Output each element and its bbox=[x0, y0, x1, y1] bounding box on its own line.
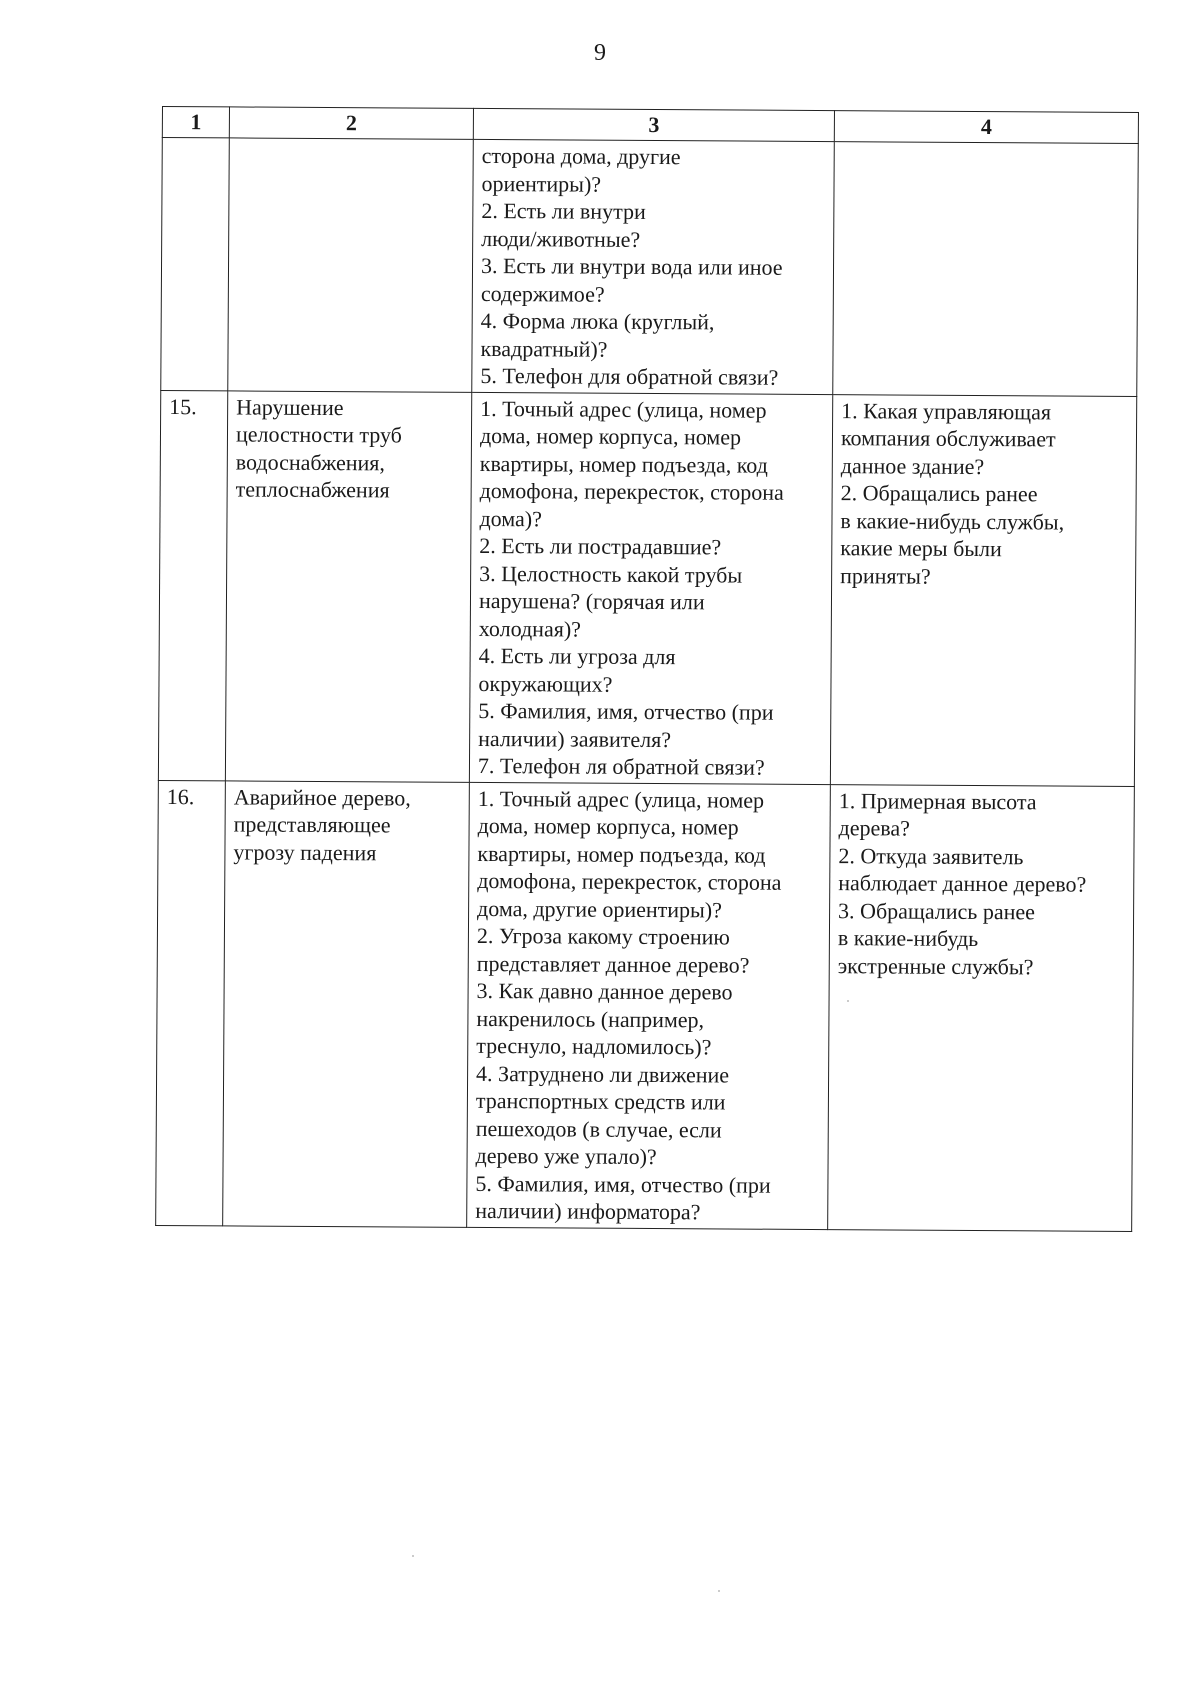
operator-questions-cell-line: 1. Точный адрес (улица, номер bbox=[477, 785, 765, 813]
page-number: 9 bbox=[594, 40, 606, 66]
additional-questions-cell-line: дерева? bbox=[838, 815, 911, 841]
operator-questions-cell-line: домофона, перекресток, сторона bbox=[479, 477, 784, 505]
additional-questions-cell bbox=[833, 142, 1139, 396]
scan-speck bbox=[847, 1000, 849, 1002]
operator-questions-cell-line: наличии) заявителя? bbox=[478, 725, 672, 752]
incident-type-cell-line: целостности труб bbox=[235, 421, 402, 448]
incident-type-cell-line: теплоснабжения bbox=[235, 476, 390, 503]
operator-questions-cell-line: 5. Фамилия, имя, отчество (при bbox=[478, 697, 774, 725]
row-number: 16. bbox=[156, 780, 226, 1225]
operator-questions-cell-line: нарушена? (горячая или bbox=[478, 587, 705, 615]
scan-speck bbox=[718, 1590, 720, 1592]
additional-questions-cell-line: компания обслуживает bbox=[840, 425, 1056, 452]
row-number bbox=[161, 138, 230, 391]
operator-questions-cell-line: накренилось (например, bbox=[476, 1005, 705, 1032]
operator-questions-cell-line: 3. Как давно данное дерево bbox=[476, 977, 733, 1005]
table-row bbox=[158, 390, 1136, 786]
header-col-2: 2 bbox=[229, 107, 473, 139]
additional-questions-cell-line: в какие-нибудь службы, bbox=[840, 507, 1065, 535]
operator-questions-cell-line: 4. Есть ли угроза для bbox=[478, 642, 676, 670]
additional-questions-cell-line: 3. Обращались ранее bbox=[838, 897, 1036, 924]
operator-questions-cell-line: 2. Есть ли внутри bbox=[481, 197, 646, 224]
operator-questions-cell-line: холодная)? bbox=[478, 615, 582, 642]
operator-questions-cell-line: представляет данное дерево? bbox=[476, 950, 750, 978]
header-col-3: 3 bbox=[473, 108, 834, 141]
additional-questions-cell-line: 2. Обращались ранее bbox=[840, 480, 1038, 507]
incident-type-cell bbox=[223, 780, 470, 1226]
operator-questions-cell-line: квартиры, номер подъезда, код bbox=[479, 450, 769, 478]
operator-questions-cell-line: 4. Затруднено ли движение bbox=[476, 1060, 730, 1087]
table-row bbox=[156, 780, 1135, 1231]
header-col-1: 1 bbox=[162, 107, 229, 138]
incident-type-cell-line: Аварийное дерево, bbox=[233, 783, 411, 811]
additional-questions-cell bbox=[828, 784, 1135, 1231]
operator-questions-cell-line: квартиры, номер подъезда, код bbox=[477, 840, 766, 868]
row-number: 15. bbox=[158, 390, 227, 780]
operator-questions-cell-line: 2. Есть ли пострадавшие? bbox=[479, 532, 722, 560]
operator-questions-cell-line: 5. Телефон для обратной связи? bbox=[480, 362, 779, 390]
operator-questions-cell-line: дома)? bbox=[479, 505, 542, 531]
operator-questions-cell-line: квадратный)? bbox=[480, 335, 608, 362]
operator-questions-cell-line: люди/животные? bbox=[481, 225, 641, 252]
additional-questions-cell-line: 1. Какая управляющая bbox=[841, 397, 1052, 424]
additional-questions-cell-line: экстренные службы? bbox=[837, 952, 1034, 979]
operator-questions-cell-line: дома, номер корпуса, номер bbox=[477, 812, 739, 840]
operator-questions-cell-line: 1. Точный адрес (улица, номер bbox=[480, 395, 767, 423]
operator-questions-cell-line: окружающих? bbox=[478, 670, 613, 697]
operator-questions-cell-line: транспортных средств или bbox=[475, 1087, 726, 1115]
operator-questions-cell-line: 7. Телефон ля обратной связи? bbox=[477, 752, 765, 780]
operator-questions-cell-line: 5. Фамилия, имя, отчество (при bbox=[475, 1170, 771, 1198]
additional-questions-cell-line: приняты? bbox=[840, 562, 931, 589]
operator-questions-cell-line: треснуло, надломилось)? bbox=[476, 1032, 712, 1060]
incident-type-cell bbox=[228, 138, 474, 392]
incident-type-cell-line: представляющее bbox=[233, 811, 391, 838]
operator-questions-cell-line: 2. Угроза какому строению bbox=[476, 922, 730, 950]
table-row bbox=[161, 138, 1139, 396]
incident-type-cell-line: угрозу падения bbox=[233, 838, 377, 865]
incident-type-cell-line: Нарушение bbox=[236, 393, 344, 420]
additional-questions-cell-line: данное здание? bbox=[840, 452, 985, 479]
operator-questions-cell-line: содержимое? bbox=[480, 280, 605, 307]
operator-questions-cell-line: дома, другие ориентиры)? bbox=[477, 895, 723, 922]
additional-questions-cell-line: 2. Откуда заявитель bbox=[838, 842, 1024, 869]
operator-questions-cell-line: дома, номер корпуса, номер bbox=[479, 422, 742, 450]
operator-questions-cell-line: ориентиры)? bbox=[481, 170, 602, 197]
operator-questions-cell-line: 4. Форма люка (круглый, bbox=[480, 307, 715, 335]
additional-questions-cell bbox=[830, 394, 1136, 786]
incident-type-cell bbox=[225, 390, 471, 781]
operator-questions-cell bbox=[467, 782, 831, 1229]
header-col-4: 4 bbox=[834, 111, 1138, 144]
operator-questions-cell-line: наличии) информатора? bbox=[475, 1197, 701, 1225]
operator-questions-cell-line: 3. Есть ли внутри вода или иное bbox=[480, 252, 783, 280]
operator-questions-cell-line: дерево уже упало)? bbox=[475, 1142, 657, 1170]
scan-speck bbox=[412, 1555, 414, 1557]
additional-questions-cell-line: 1. Примерная высота bbox=[838, 787, 1037, 814]
additional-questions-cell-line: наблюдает данное дерево? bbox=[838, 870, 1087, 897]
additional-questions-cell-line: какие меры были bbox=[840, 535, 1002, 562]
operator-questions-cell bbox=[469, 392, 832, 784]
incident-questions-table bbox=[155, 106, 1139, 1231]
operator-questions-cell-line: домофона, перекресток, сторона bbox=[477, 867, 782, 895]
additional-questions-cell-line: в какие-нибудь bbox=[837, 925, 979, 952]
operator-questions-cell bbox=[472, 139, 835, 394]
incident-type-cell-line: водоснабжения, bbox=[235, 448, 386, 475]
operator-questions-cell-line: сторона дома, другие bbox=[481, 142, 681, 170]
operator-questions-cell-line: пешеходов (в случае, если bbox=[475, 1115, 722, 1142]
operator-questions-cell-line: 3. Целостность какой трубы bbox=[479, 560, 743, 588]
